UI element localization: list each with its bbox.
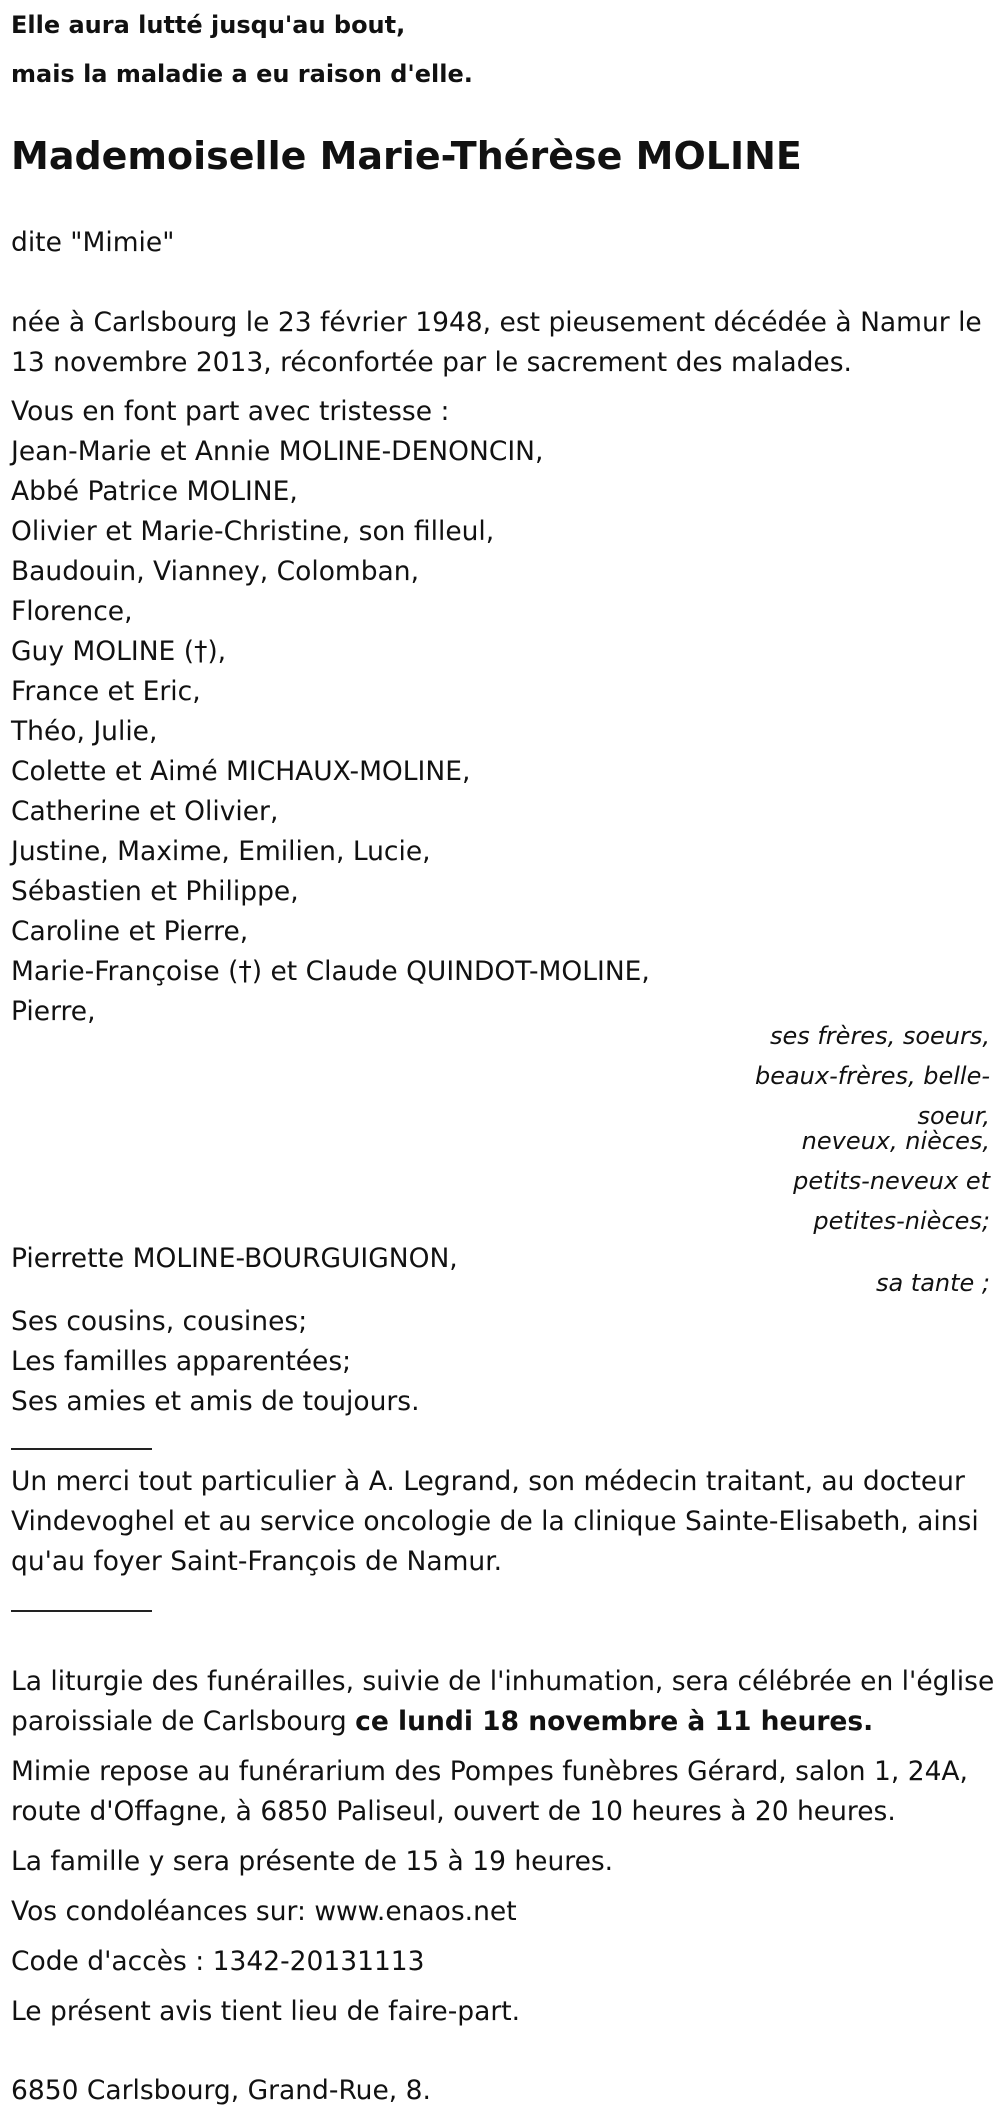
- family-member: France et Eric,: [11, 676, 201, 707]
- relation-nephews-line: neveux, nièces,: [801, 1127, 990, 1155]
- relation-siblings-line: soeur,: [917, 1102, 990, 1130]
- visitation-line-1: Mimie repose au funérarium des Pompes funèbres Gérard, salon 1, 24A,: [11, 1756, 968, 1787]
- relation-siblings-line: beaux-frères, belle-: [754, 1062, 990, 1090]
- family-member: Sébastien et Philippe,: [11, 876, 299, 907]
- motto-line-1: Elle aura lutté jusqu'au bout,: [11, 11, 406, 39]
- relation-nephews-line: petites-nièces;: [813, 1207, 990, 1235]
- family-member: Florence,: [11, 596, 133, 627]
- birth-death-line-2: 13 novembre 2013, réconfortée par le sacrement des malades.: [11, 347, 852, 378]
- deceased-nickname: dite "Mimie": [11, 227, 175, 258]
- family-member: Théo, Julie,: [11, 716, 158, 747]
- funeral-location: paroissiale de Carlsbourg: [11, 1706, 356, 1737]
- family-intro: Vous en font part avec tristesse :: [11, 396, 450, 427]
- relation-aunt: sa tante ;: [875, 1269, 990, 1297]
- family-member: Guy MOLINE (†),: [11, 636, 227, 667]
- notice-statement: Le présent avis tient lieu de faire-part.: [11, 1996, 521, 2027]
- separator-line: [11, 1448, 152, 1450]
- family-member: Marie-Françoise (†) et Claude QUINDOT-MOLINE,: [11, 956, 650, 987]
- family-member: Colette et Aimé MICHAUX-MOLINE,: [11, 756, 471, 787]
- other-relatives: Ses cousins, cousines;: [11, 1306, 308, 1337]
- birth-death-line-1: née à Carlsbourg le 23 février 1948, est pieusement décédée à Namur le: [11, 307, 982, 338]
- family-member: Catherine et Olivier,: [11, 796, 279, 827]
- thanks-line-1: Un merci tout particulier à A. Legrand, son médecin traitant, au docteur: [11, 1466, 965, 1497]
- family-member: Pierre,: [11, 996, 96, 1027]
- deceased-name: Mademoiselle Marie-Thérèse MOLINE: [11, 134, 802, 178]
- family-member: Caroline et Pierre,: [11, 916, 249, 947]
- family-member: Baudouin, Vianney, Colomban,: [11, 556, 420, 587]
- separator-line: [11, 1610, 152, 1612]
- funeral-date-time: ce lundi 18 novembre à 11 heures.: [355, 1706, 874, 1737]
- access-code: Code d'accès : 1342-20131113: [11, 1946, 425, 1977]
- family-address: 6850 Carlsbourg, Grand-Rue, 8.: [11, 2075, 431, 2106]
- aunt-name: Pierrette MOLINE-BOURGUIGNON,: [11, 1243, 458, 1274]
- thanks-line-2: Vindevoghel et au service oncologie de la clinique Sainte-Elisabeth, ainsi: [11, 1506, 979, 1537]
- other-relatives: Les familles apparentées;: [11, 1346, 352, 1377]
- family-member: Jean-Marie et Annie MOLINE-DENONCIN,: [11, 436, 544, 467]
- family-member: Olivier et Marie-Christine, son filleul,: [11, 516, 495, 547]
- visitation-line-2: route d'Offagne, à 6850 Paliseul, ouvert de 10 heures à 20 heures.: [11, 1796, 896, 1827]
- family-member: Justine, Maxime, Emilien, Lucie,: [11, 836, 431, 867]
- condolences-website: Vos condoléances sur: www.enaos.net: [11, 1896, 517, 1927]
- funeral-line-1: La liturgie des funérailles, suivie de l'inhumation, sera célébrée en l'église: [11, 1666, 995, 1697]
- other-relatives: Ses amies et amis de toujours.: [11, 1386, 420, 1417]
- relation-nephews-line: petits-neveux et: [793, 1167, 990, 1195]
- thanks-line-3: qu'au foyer Saint-François de Namur.: [11, 1546, 503, 1577]
- funeral-line-2: [11, 1705, 873, 1739]
- relation-siblings-line: ses frères, soeurs,: [769, 1022, 990, 1050]
- family-presence: La famille y sera présente de 15 à 19 heures.: [11, 1846, 614, 1877]
- motto-line-2: mais la maladie a eu raison d'elle.: [11, 60, 473, 88]
- family-member: Abbé Patrice MOLINE,: [11, 476, 298, 507]
